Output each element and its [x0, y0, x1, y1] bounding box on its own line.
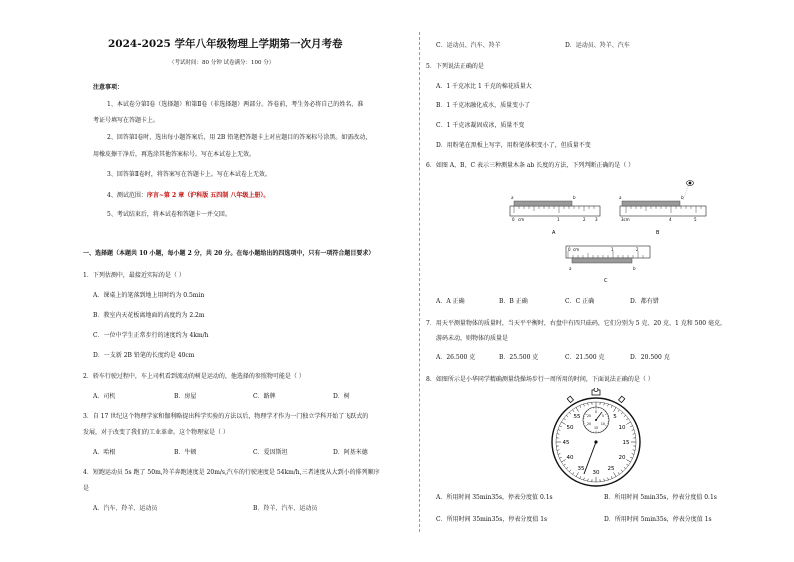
- fig-label-b: B: [656, 230, 660, 236]
- q1-option-b[interactable]: B．教室内天花板离地面的高度约为 2.2m: [93, 312, 205, 319]
- q7-option-d[interactable]: D．20.500 克: [630, 354, 670, 361]
- q2-stem: 2．轿车行驶过程中，车上司机看到流动的树是运动的，他选择的参照物可能是（ ）: [83, 373, 305, 380]
- q7-option-c[interactable]: C．21.500 克: [565, 354, 605, 361]
- q8-option-d[interactable]: D．所用时间 5min35s，停表分度值 1s: [604, 516, 712, 523]
- note-5: 5、考试结束后，将本试卷和答题卡一并交回。: [107, 211, 231, 218]
- ruler-b-tick-5: 5: [694, 217, 697, 222]
- q4-option-a[interactable]: A．汽车、羚羊、运动员: [93, 505, 158, 512]
- ruler-a-tick-1: 1: [557, 217, 560, 222]
- note-1a: 1、本试卷分第Ⅰ卷（选择题）和第Ⅱ卷（非选择题）两部分。答卷前，考生务必将自己的姓名、准: [107, 101, 364, 108]
- fig-label-a: A: [552, 230, 556, 236]
- ruler-b-tick-3: 3cm: [621, 217, 630, 222]
- q3-stem-2: 发展，对于改变了我们的工业革命。这个物理家是（ ）: [83, 429, 229, 436]
- note-3: 3、回答第Ⅱ卷时，将答案写在答题卡上。写在本试卷上无效。: [107, 171, 271, 178]
- ruler-a-tick-2: 2: [583, 217, 586, 222]
- sub-dial-label: 15: [593, 426, 599, 431]
- dial-label: 10: [618, 425, 626, 431]
- q1-option-d[interactable]: D．一支新 2B 铅笔的长度约是 40cm: [93, 352, 195, 359]
- sub-dial-label: 10: [600, 422, 605, 427]
- q3-stem: 3．自 17 世纪这个物理学家和伽利略提出科学实验的方法以后，物理学才作为一门独立学科开始了飞跃式的: [83, 413, 369, 420]
- note-4-label: 4、测试范围：: [107, 192, 147, 199]
- dial-label: 50: [566, 425, 574, 431]
- sub-dial-label: 25: [587, 414, 592, 419]
- ruler-c-tick-unit: cm: [573, 247, 580, 252]
- dial-label: 20: [618, 455, 626, 461]
- section1-heading: 一、选择题（本题共 10 小题，每小题 2 分，共 20 分。在每小题给出的四选项中，只有一项符合题目要求）: [83, 250, 375, 257]
- note-2b: 用橡皮擦干净后，再选涂其他答案标号。写在本试卷上无效。: [93, 151, 256, 158]
- q5-option-c[interactable]: C．1 千克冰凝固成冰，质量不变: [436, 122, 525, 129]
- q8-option-c[interactable]: C．所用时间 35min35s，停表分度值 1s: [436, 516, 548, 523]
- q7-option-b[interactable]: B．25.500 克: [499, 354, 539, 361]
- dial-label: 30: [592, 470, 600, 476]
- exam-title: 2024-2025 学年八年级物理上学期第一次月考卷: [108, 38, 343, 50]
- ruler-c-end-a: a: [569, 266, 572, 271]
- ruler-c-tick-1: 1: [611, 247, 614, 252]
- right-column: [420, 0, 794, 562]
- ruler-a-tick-unit: cm: [518, 217, 525, 222]
- q2-option-c[interactable]: C．路牌: [253, 393, 276, 400]
- dial-label: 35: [577, 465, 585, 472]
- q4-stem-2: 是: [83, 485, 90, 492]
- note-4: [107, 192, 269, 199]
- q2-option-d[interactable]: D．树: [333, 393, 350, 400]
- stopwatch-icon: [552, 388, 640, 486]
- dial-label: 25: [607, 465, 615, 472]
- fig-label-c: C: [604, 278, 608, 284]
- ruler-a-tick-0: 0: [512, 217, 515, 222]
- q2-option-b[interactable]: B．房屋: [174, 393, 197, 400]
- ruler-a: [510, 195, 600, 236]
- notes-heading: 注意事项：: [93, 84, 124, 91]
- ruler-b: [619, 181, 706, 236]
- q3-option-a[interactable]: A．哈根: [93, 449, 116, 456]
- q7-stem-2: 游码未动，则物体的质量是: [436, 335, 509, 342]
- eye-icon: [683, 181, 694, 200]
- q5-option-a[interactable]: A．1 千克冰比 1 千克的棉花质量大: [436, 83, 532, 90]
- ruler-c: [566, 246, 650, 284]
- q7-stem: 7．用天平测量物体的质量时，当天平平衡时，右盘中有四只砝码，它们分别为 5 克、20 克、1 克和 500 毫克，: [426, 320, 726, 327]
- ruler-c-tick-2: 2: [636, 247, 639, 252]
- ruler-c-end-b: b: [633, 266, 636, 271]
- dial-label: 45: [562, 440, 570, 446]
- sub-dial-label: 20: [587, 422, 592, 427]
- ruler-a-end-b: b: [573, 195, 576, 200]
- ruler-figure: [502, 174, 712, 286]
- q1-option-a[interactable]: A．课桌上的笔落到地上用时约为 0.5min: [93, 292, 205, 299]
- note-2a: 2、回答第Ⅰ卷时，选出每小题答案后，用 2B 铅笔把答题卡上对应题目的答案标号涂黑。如需改动，: [107, 134, 372, 141]
- sub-dial-label: 5: [601, 414, 604, 419]
- q6-stem: 6．如图 A、B、C 表示三种测量木条 ab 长度的方法，下列判断正确的是（ ）: [426, 162, 635, 169]
- q3-option-d[interactable]: D．阿基米德: [333, 449, 368, 456]
- q6-option-b[interactable]: B．B 正确: [499, 298, 528, 305]
- dial-label: 5: [613, 414, 617, 421]
- q5-option-b[interactable]: B．1 千克冰融化成水，质量变小了: [436, 102, 531, 109]
- ruler-a-tick-3: 3: [595, 217, 598, 222]
- q4-option-b[interactable]: B．羚羊、汽车、运动员: [253, 505, 318, 512]
- q6-option-c[interactable]: C．C 正确: [565, 298, 595, 305]
- ruler-b-end-b: b: [681, 195, 684, 200]
- q5-option-d[interactable]: D．用粉笔在黑板上写字，用粉笔体积变小了，但质量不变: [436, 142, 591, 149]
- stopwatch-figure: [548, 388, 644, 488]
- sub-dial-label: 0: [594, 410, 598, 415]
- q4-stem: 4．短跑运动员 5s 跑了 50m,羚羊奔跑速度是 20m/s,汽车的行驶速度是 54km/h,三者速度从大到小的排列顺序: [83, 469, 380, 476]
- q4-option-c[interactable]: C．运动员、汽车、羚羊: [436, 42, 501, 49]
- dial-label: 40: [566, 455, 574, 461]
- q8-option-a[interactable]: A．所用时间 35min35s，停表分度值 0.1s: [436, 494, 553, 501]
- dial-label: 55: [573, 414, 581, 421]
- q7-option-a[interactable]: A．26.500 克: [436, 354, 476, 361]
- q5-stem: 5．下列说法正确的是: [426, 63, 484, 70]
- exam-subtitle: （考试时间：80 分钟 试卷满分：100 分）: [169, 60, 275, 66]
- q1-option-c[interactable]: C．一位中学生正常步行的速度约为 4km/h: [93, 332, 209, 339]
- q3-option-b[interactable]: B．牛顿: [174, 449, 197, 456]
- ruler-b-end-a: a: [619, 195, 622, 200]
- dial-label: 15: [622, 440, 630, 446]
- q8-stem: 8．如图所示是小华同学精确测量绕操场步行一周所用的时间，下面说法正确的是（ ）: [426, 376, 654, 383]
- ruler-c-tick-0: 0: [568, 247, 571, 252]
- q6-option-d[interactable]: D．都有错: [630, 298, 659, 305]
- q8-option-b[interactable]: B．所用时间 5min35s，停表分度值 0.1s: [604, 494, 717, 501]
- note-1b: 考证号填写在答题卡上。: [93, 117, 160, 124]
- q6-option-a[interactable]: A．A 正确: [436, 298, 465, 305]
- q1-stem: 1．下列估测中，最接近实际的是（ ）: [83, 272, 185, 279]
- q4-option-d[interactable]: D．运动员、羚羊、汽车: [565, 42, 630, 49]
- q2-option-a[interactable]: A．司机: [93, 393, 116, 400]
- ruler-a-end-a: a: [511, 195, 514, 200]
- test-scope: 序言~第 2 章（沪科版 五四制 八年级上册）。: [146, 192, 270, 199]
- ruler-b-tick-4: 4: [669, 217, 672, 222]
- q3-option-c[interactable]: C．爱因斯坦: [253, 449, 288, 456]
